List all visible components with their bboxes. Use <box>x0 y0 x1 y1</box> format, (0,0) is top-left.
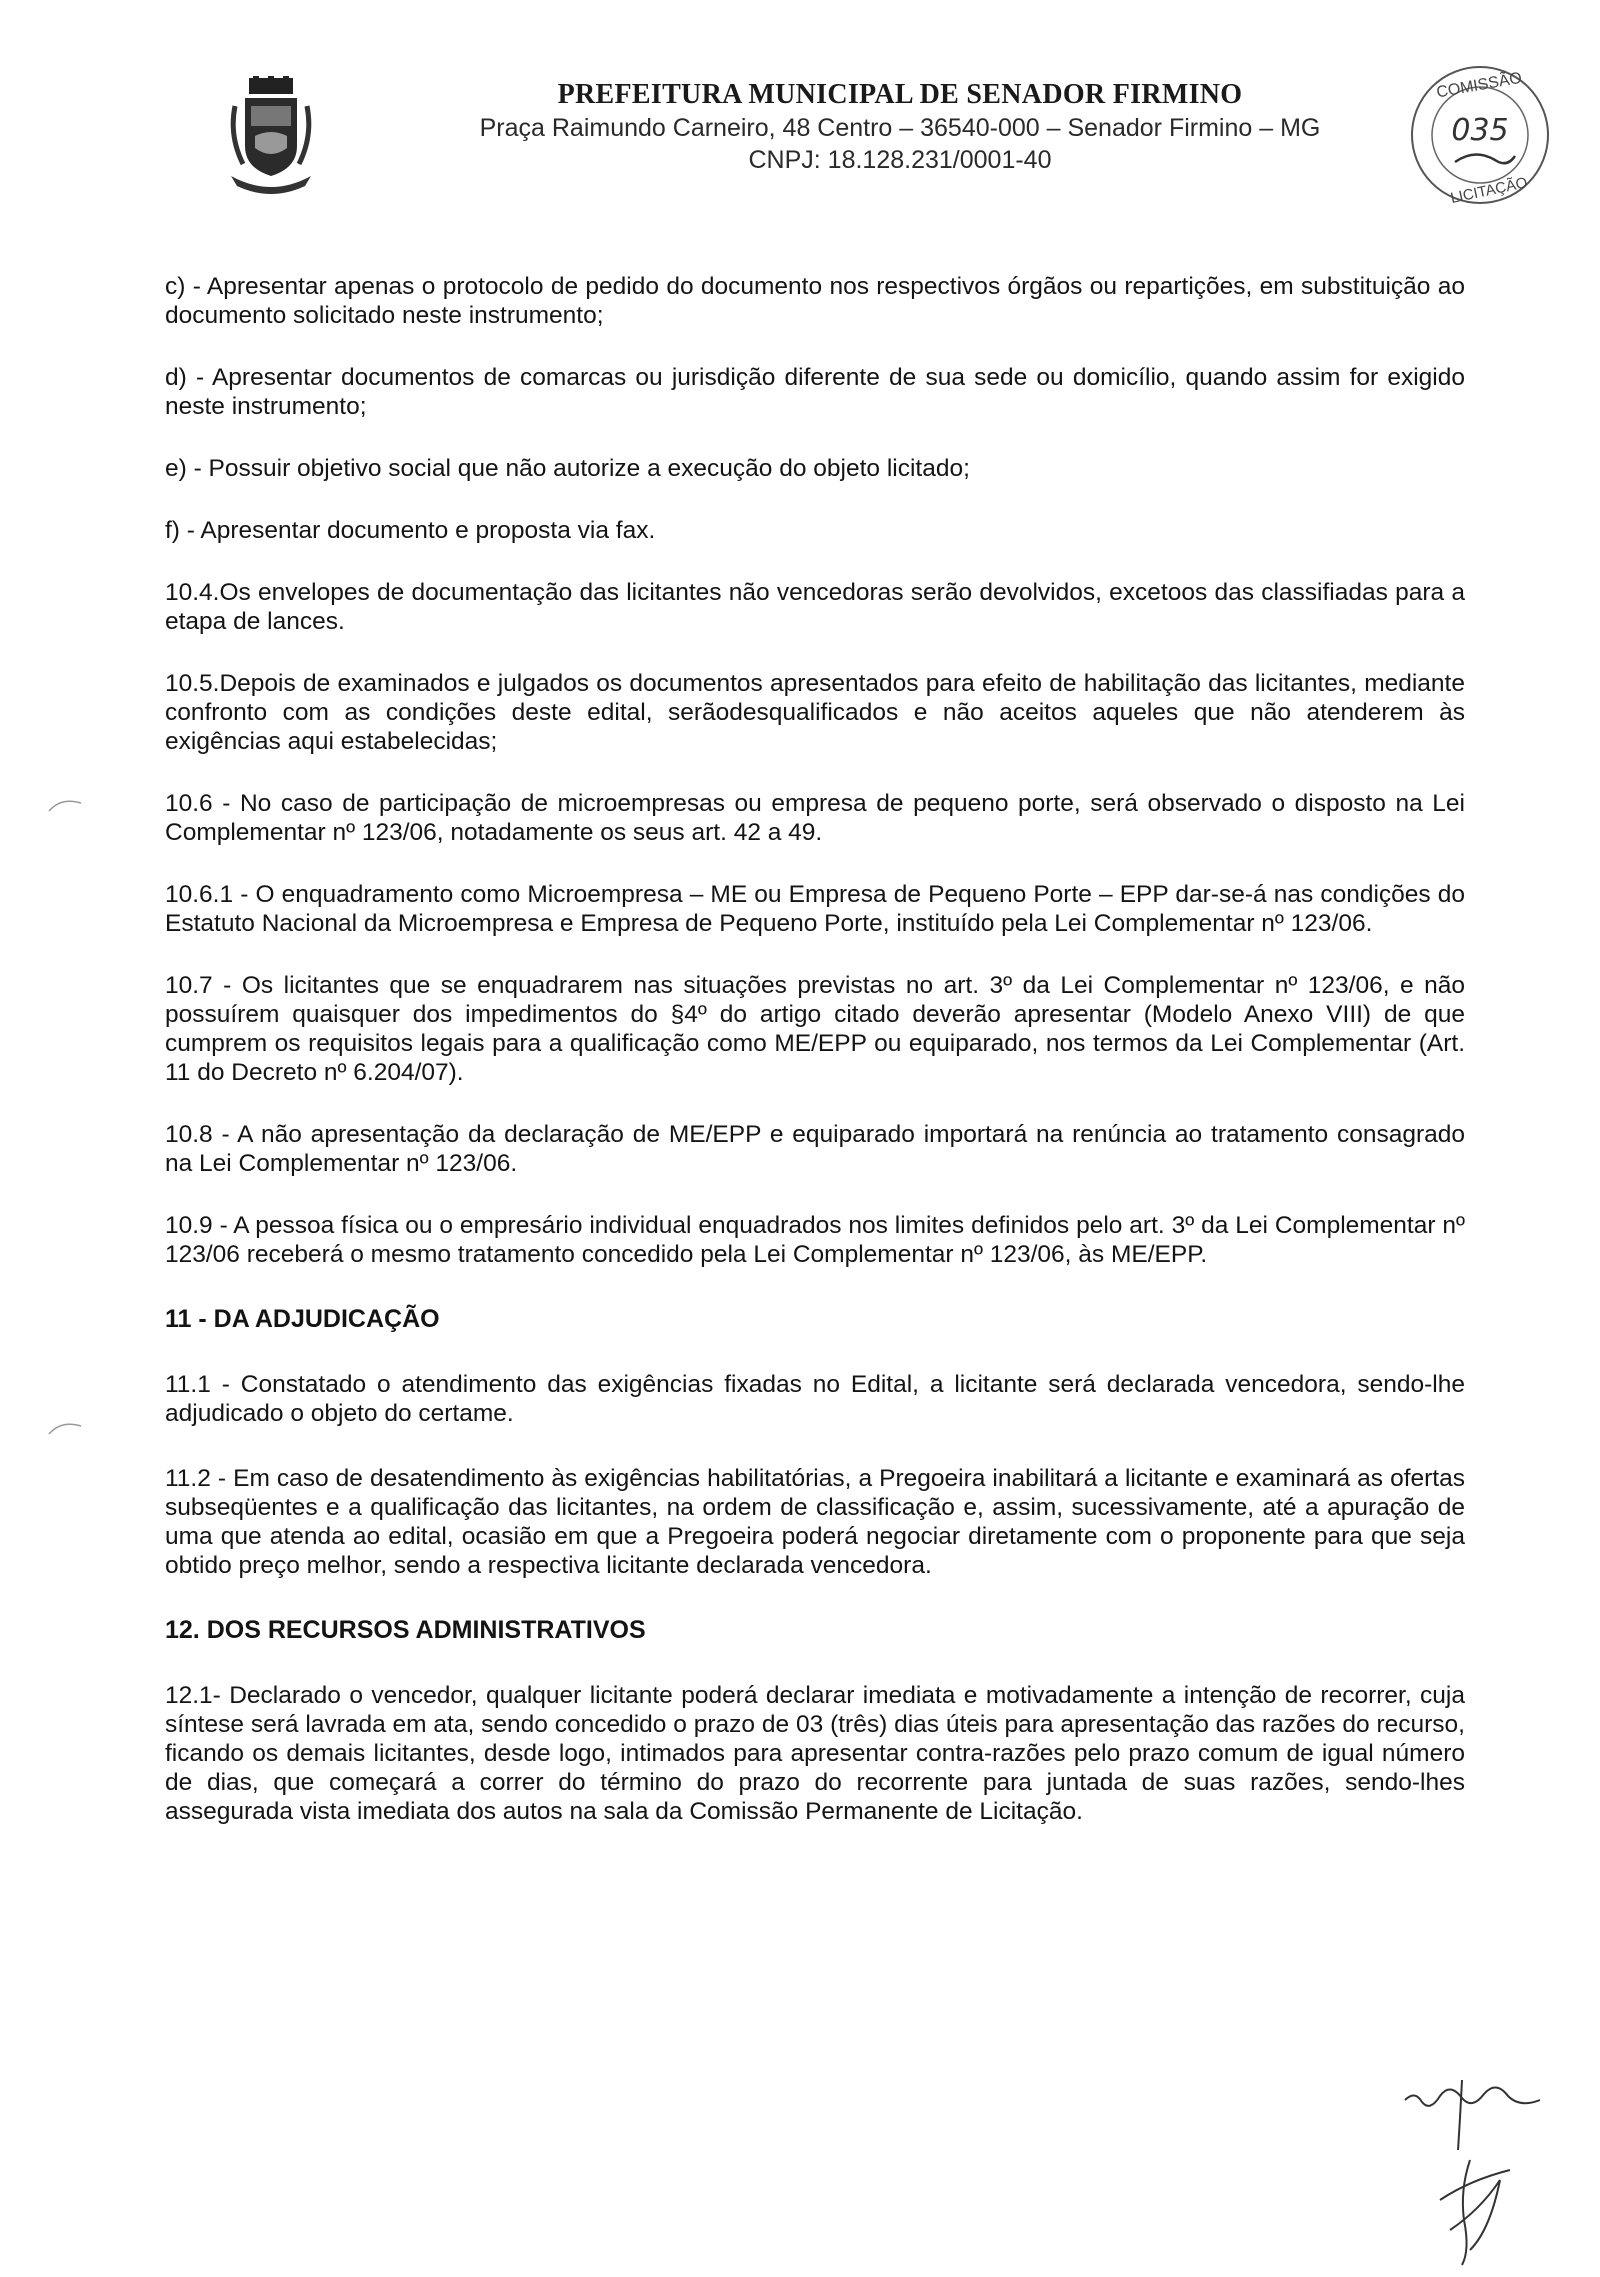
margin-mark <box>45 1418 85 1438</box>
margin-mark <box>45 795 85 815</box>
commission-stamp <box>1395 60 1565 210</box>
paragraph-e: e) - Possuir objetivo social que não autorize a execução do objeto licitado; <box>165 455 970 482</box>
paragraph-11-1: 11.1 - Constatado o atendimento das exigências fixadas no Edital, a licitante será declarada vencedora, sendo-lhe adjudicado o objeto do certame. <box>165 1371 1465 1427</box>
section-heading-11: 11 - DA ADJUDICAÇÃO <box>165 1305 440 1333</box>
paragraph-f: f) - Apresentar documento e proposta via fax. <box>165 517 656 544</box>
paragraph-10-6-1: 10.6.1 - O enquadramento como Microempresa – ME ou Empresa de Pequeno Porte – EPP dar-se-á nas condições do Estatuto Nacional da Microempresa e Empresa de Pequeno Porte, instituído pela Lei Complementar nº 123/06. <box>165 881 1465 937</box>
paragraph-11-2: 11.2 - Em caso de desatendimento às exigências habilitatórias, a Pregoeira inabilitará a licitante e examinará as ofertas subseqüentes e a qualificação das licitantes, na ordem de classificação e, assim, sucessivamente, até a apuração de uma que atenda ao edital, ocasião em que a Pregoeira poderá negociar diretamente com o proponente para que seja obtido preço melhor, sendo a respectiva licitante declarada vencedora. <box>165 1465 1465 1579</box>
paragraph-d: d) - Apresentar documentos de comarcas ou jurisdição diferente de sua sede ou domicílio, quando assim for exigido neste instrumento; <box>165 364 1465 420</box>
stamp-top-text: COMISSÃO <box>1435 69 1524 102</box>
municipality-name: PREFEITURA MUNICIPAL DE SENADOR FIRMINO <box>557 79 1243 110</box>
document-body <box>165 272 1465 1826</box>
letterhead <box>0 60 1600 210</box>
paragraph-10-6: 10.6 - No caso de participação de microempresas ou empresa de pequeno porte, será observado o disposto na Lei Complementar nº 123/06, notadamente os seus art. 42 a 49. <box>165 790 1465 846</box>
letterhead-text <box>400 78 1400 176</box>
paragraph-10-5: 10.5.Depois de examinados e julgados os documentos apresentados para efeito de habilitação das licitantes, mediante confronto com as condições deste edital, serãodesqualificados e não aceitos aqueles que não atenderem às exigências aqui estabelecidas; <box>165 670 1465 755</box>
paragraph-c: c) - Apresentar apenas o protocolo de pedido do documento nos respectivos órgãos ou repartições, em substituição ao documento solicitado neste instrumento; <box>165 273 1465 329</box>
stamp-page-number: 035 <box>1451 113 1509 148</box>
handwritten-signatures <box>1400 2060 1570 2270</box>
municipality-cnpj: CNPJ: 18.128.231/0001-40 <box>748 146 1052 174</box>
paragraph-12-1: 12.1- Declarado o vencedor, qualquer licitante poderá declarar imediata e motivadamente a intenção de recorrer, cuja síntese será lavrada em ata, sendo concedido o prazo de 03 (três) dias úteis para apresentação das razões do recurso, ficando os demais licitantes, desde logo, intimados para apresentar contra-razões pelo prazo comum de igual número de dias, que começará a correr do término do prazo do recorrente para juntada de suas razões, sendo-lhes assegurada vista imediata dos autos na sala da Comissão Permanente de Licitação. <box>165 1682 1465 1825</box>
paragraph-10-8: 10.8 - A não apresentação da declaração de ME/EPP e equiparado importará na renúncia ao tratamento consagrado na Lei Complementar nº 123/06. <box>165 1121 1465 1177</box>
municipality-address: Praça Raimundo Carneiro, 48 Centro – 36540-000 – Senador Firmino – MG <box>479 114 1321 142</box>
paragraph-10-4: 10.4.Os envelopes de documentação das licitantes não vencedoras serão devolvidos, excetoos das classifiadas para a etapa de lances. <box>165 579 1465 635</box>
section-heading-12: 12. DOS RECURSOS ADMINISTRATIVOS <box>165 1616 646 1644</box>
coat-of-arms-icon <box>225 76 317 194</box>
stamp-bottom-text: LICITAÇÃO <box>1449 174 1530 208</box>
paragraph-10-9: 10.9 - A pessoa física ou o empresário individual enquadrados nos limites definidos pelo art. 3º da Lei Complementar nº 123/06 receberá o mesmo tratamento concedido pela Lei Complementar nº 123/06, às ME/EPP. <box>165 1212 1465 1268</box>
stamp-initials <box>1455 154 1515 163</box>
paragraph-10-7: 10.7 - Os licitantes que se enquadrarem nas situações previstas no art. 3º da Lei Complementar nº 123/06, e não possuírem quaisquer dos impedimentos do §4º do artigo citado deverão apresentar (Modelo Anexo VIII) de que cumprem os requisitos legais para a qualificação como ME/EPP ou equiparado, nos termos da Lei Complementar (Art. 11 do Decreto nº 6.204/07). <box>165 972 1465 1086</box>
